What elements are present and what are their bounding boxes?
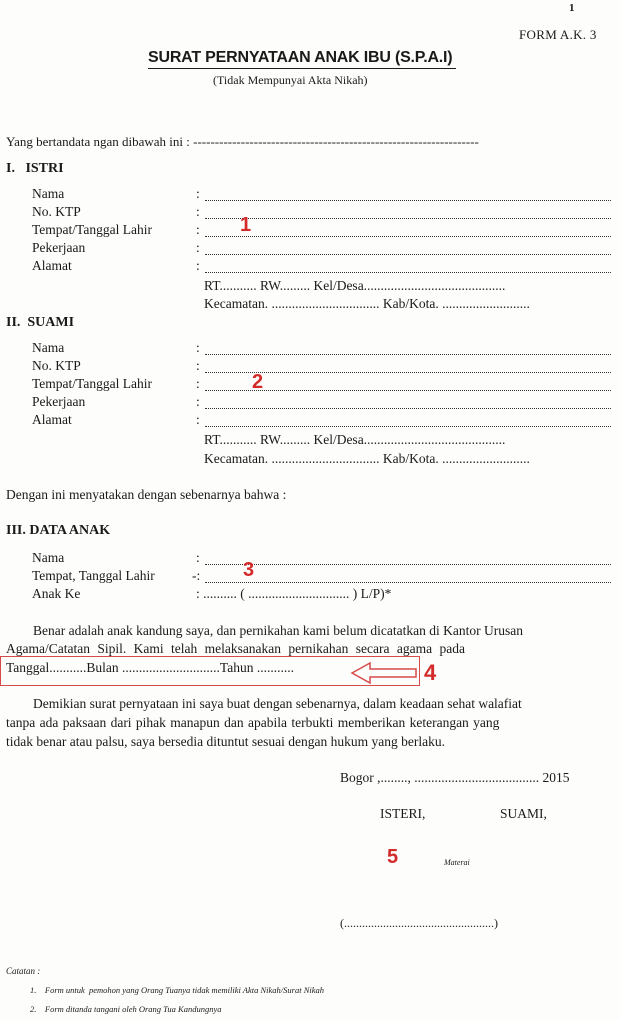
istri-nama-field[interactable]: [205, 200, 611, 201]
section-istri-heading: I. ISTRI: [6, 161, 64, 176]
suami-nama-field[interactable]: [205, 354, 611, 355]
materai-stamp-label: Materai: [444, 858, 470, 867]
istri-pekerjaan-field[interactable]: [205, 254, 611, 255]
form-code: FORM A.K. 3: [519, 27, 597, 42]
istri-alamat-field[interactable]: [205, 272, 611, 273]
marker-2: 2: [252, 371, 264, 393]
place-date-line[interactable]: Bogor ,........, ..................................... 2015: [340, 770, 570, 785]
istri-label-ttl: Tempat/Tanggal Lahir: [32, 222, 152, 237]
suami-alamat-field[interactable]: [205, 426, 611, 427]
marker-1: 1: [240, 214, 252, 236]
anak-label-ttl: Tempat, Tanggal Lahir: [32, 568, 155, 583]
marriage-date-line[interactable]: Tanggal...........Bulan .............................Tahun ...........: [6, 660, 294, 675]
anak-nama-field[interactable]: [205, 564, 611, 565]
statement-paragraph-line1: Benar adalah anak kandung saya, dan pernikahan kami belum dicatatkan di Kantor Urusan: [33, 623, 523, 638]
suami-colon: :: [196, 358, 200, 373]
anak-colon: -:: [192, 568, 201, 583]
istri-label-pekerjaan: Pekerjaan: [32, 240, 86, 255]
intro-line: Yang bertandata ngan dibawah ini : ------------------------------------------------------------------: [6, 134, 479, 149]
signature-label-suami: SUAMI,: [500, 806, 547, 821]
suami-ttl-field[interactable]: [205, 390, 611, 391]
suami-label-ttl: Tempat/Tanggal Lahir: [32, 376, 152, 391]
suami-colon: :: [196, 376, 200, 391]
marker-3: 3: [243, 559, 255, 581]
istri-colon: :: [196, 258, 200, 273]
suami-rt-line: RT........... RW......... Kel/Desa..........................................: [204, 432, 506, 447]
istri-kecamatan-line: Kecamatan. ................................ Kab/Kota. ..........................: [204, 296, 530, 311]
istri-colon: :: [196, 240, 200, 255]
suami-label-pekerjaan: Pekerjaan: [32, 394, 86, 409]
anak-ke-field[interactable]: : .......... ( .............................. ) L/P)*: [196, 586, 392, 601]
istri-ttl-field[interactable]: [205, 236, 611, 237]
istri-ktp-field[interactable]: [205, 218, 611, 219]
suami-colon: :: [196, 340, 200, 355]
closing-paragraph-line1: Demikian surat pernyataan ini saya buat dengan sebenarnya, dalam keadaan sehat walafiat: [33, 696, 522, 711]
arrow-left-icon: [350, 661, 420, 685]
suami-label-nama: Nama: [32, 340, 65, 355]
suami-kecamatan-line: Kecamatan. ................................ Kab/Kota. ..........................: [204, 451, 530, 466]
note-item: 1. Form untuk pemohon yang Orang Tuanya tidak memiliki Akta Nikah/Surat Nikah: [30, 985, 325, 995]
suami-label-alamat: Alamat: [32, 412, 72, 427]
marker-5: 5: [387, 846, 399, 868]
anak-ttl-field[interactable]: [205, 582, 611, 583]
suami-ktp-field[interactable]: [205, 372, 611, 373]
document-title: SURAT PERNYATAAN ANAK IBU (S.P.A.I): [148, 49, 453, 66]
anak-label-anakke: Anak Ke: [32, 586, 81, 601]
statement-paragraph-line2: Agama/Catatan Sipil. Kami telah melaksanakan pernikahan secara agama pada: [6, 641, 465, 656]
section-anak-heading: III. DATA ANAK: [6, 523, 111, 538]
closing-paragraph-line3: tidak benar atau palsu, saya bersedia dituntut sesuai dengan hukum yang berlaku.: [6, 734, 445, 749]
declaration-line: Dengan ini menyatakan dengan sebenarnya bahwa :: [6, 487, 287, 502]
istri-label-ktp: No. KTP: [32, 204, 81, 219]
signature-label-isteri: ISTERI,: [380, 806, 426, 821]
notes-heading: Catatan :: [6, 966, 41, 976]
marker-4: 4: [424, 660, 437, 685]
corner-mark: 1: [569, 2, 575, 14]
anak-colon: :: [196, 550, 200, 565]
title-underline: [148, 68, 456, 69]
istri-colon: :: [196, 204, 200, 219]
section-suami-heading: II. SUAMI: [6, 315, 75, 330]
suami-colon: :: [196, 394, 200, 409]
istri-rt-line: RT........... RW......... Kel/Desa..........................................: [204, 278, 506, 293]
signature-name-line[interactable]: (..................................................): [340, 916, 498, 930]
suami-colon: :: [196, 412, 200, 427]
suami-pekerjaan-field[interactable]: [205, 408, 611, 409]
istri-colon: :: [196, 186, 200, 201]
suami-label-ktp: No. KTP: [32, 358, 81, 373]
note-item: 2. Form ditanda tangani oleh Orang Tua Kandungnya: [30, 1004, 222, 1014]
istri-colon: :: [196, 222, 200, 237]
istri-label-alamat: Alamat: [32, 258, 72, 273]
document-subtitle: (Tidak Mempunyai Akta Nikah): [213, 73, 368, 87]
anak-label-nama: Nama: [32, 550, 65, 565]
closing-paragraph-line2: tanpa ada paksaan dari pihak manapun dan apabila terbukti memberikan keterangan yang: [6, 715, 500, 730]
istri-label-nama: Nama: [32, 186, 65, 201]
